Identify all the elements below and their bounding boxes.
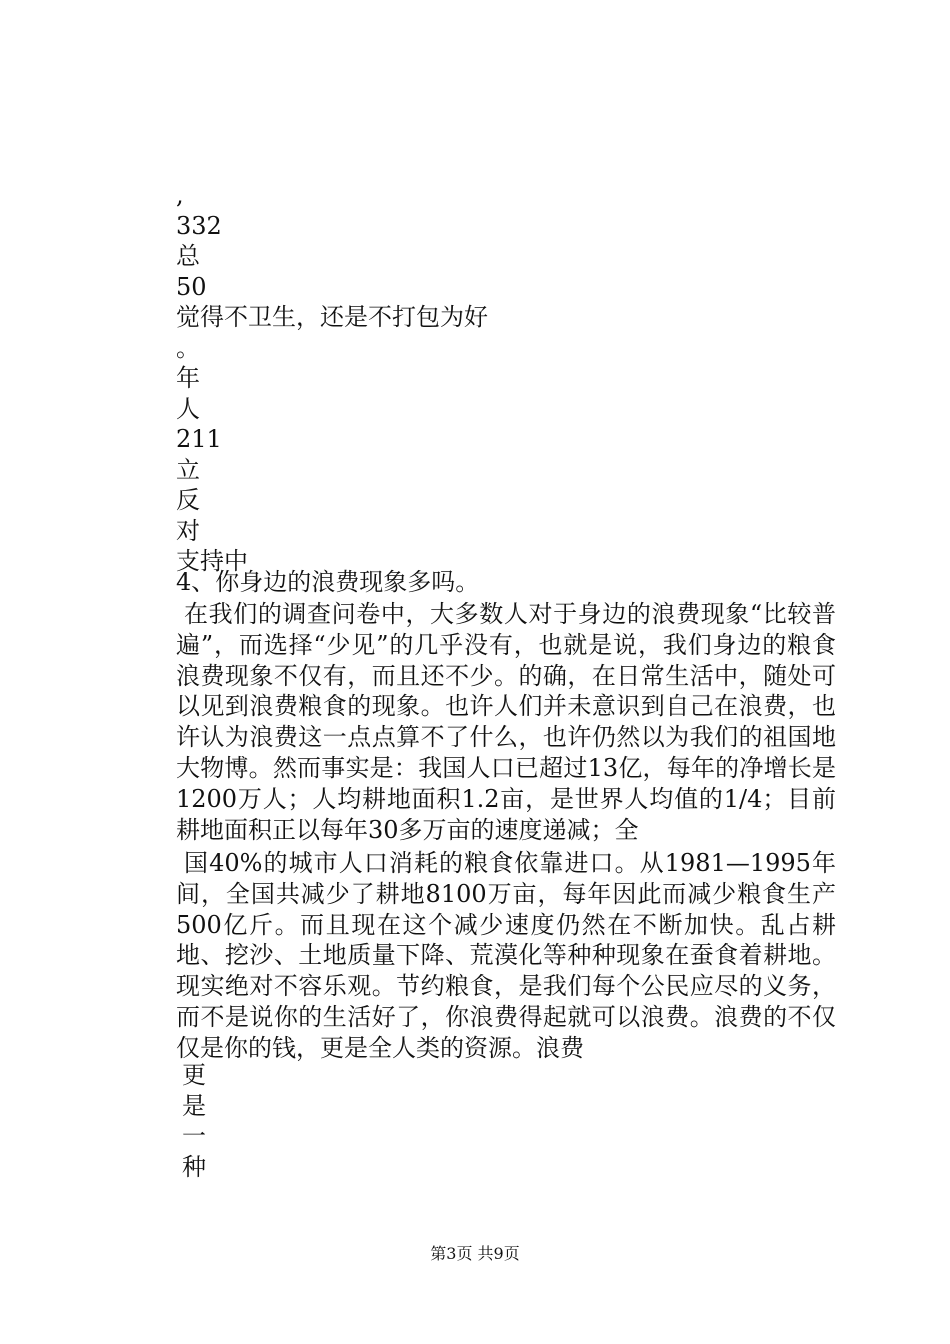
fragment-text: 更	[182, 1061, 206, 1089]
fragment-text: 50	[176, 272, 207, 301]
fragment-text: 立	[176, 455, 200, 484]
body-paragraph-1: 在我们的调查问卷中，大多数人对于身边的浪费现象“比较普遍”，而选择“少见”的几乎没有，也就是说，我们身边的粮食浪费现象不仅有，而且还不少。的确，在日常生活中，随处可以见到浪费粮食的现象。也许人们并未意识到自己在浪费，也许认为浪费这一点点算不了什么，也许仍然以为我们的祖国地大物博。然而事实是：我国人口已超过13亿，每年的净增长是1200万人；人均耕地面积1.2亩，是世界人均值的1/4；目前耕地面积正以每年30多万亩的速度递减；全	[176, 600, 836, 844]
fragment-text: ,	[176, 181, 184, 209]
fragment-text: 年	[176, 364, 200, 392]
fragment-text: 。	[176, 333, 200, 362]
trailing-fragments	[182, 1060, 206, 1182]
survey-chart-fragments	[176, 180, 488, 577]
fragment-text: 是	[182, 1091, 206, 1120]
fragment-text: 总	[176, 242, 200, 270]
fragment-text: 觉得不卫生，还是不打包为好	[176, 303, 488, 331]
fragment-text: 211	[176, 425, 222, 453]
fragment-text: 对	[176, 516, 200, 545]
fragment-text: 支持中	[176, 547, 248, 575]
page-footer: 第3页 共9页	[430, 1244, 520, 1263]
section-heading: 4、你身边的浪费现象多吗。	[176, 568, 480, 596]
body-paragraph-2: 国40%的城市人口消耗的粮食依靠进口。从1981—1995年间，全国共减少了耕地8100万亩，每年因此而减少粮食生产500亿斤。而且现在这个减少速度仍然在不断加快。乱占耕地、挖沙、土地质量下降、荒漠化等种种现象在蚕食着耕地。现实绝对不容乐观。节约粮食，是我们每个公民应尽的义务，而不是说你的生活好了，你浪费得起就可以浪费。浪费的不仅仅是你的钱，更是全人类的资源。浪费	[176, 849, 836, 1062]
fragment-text: 人	[176, 394, 200, 423]
fragment-text: 种	[182, 1152, 206, 1181]
fragment-text: 一	[182, 1122, 206, 1150]
fragment-text: 反	[176, 486, 200, 514]
fragment-text: 332	[176, 211, 222, 240]
